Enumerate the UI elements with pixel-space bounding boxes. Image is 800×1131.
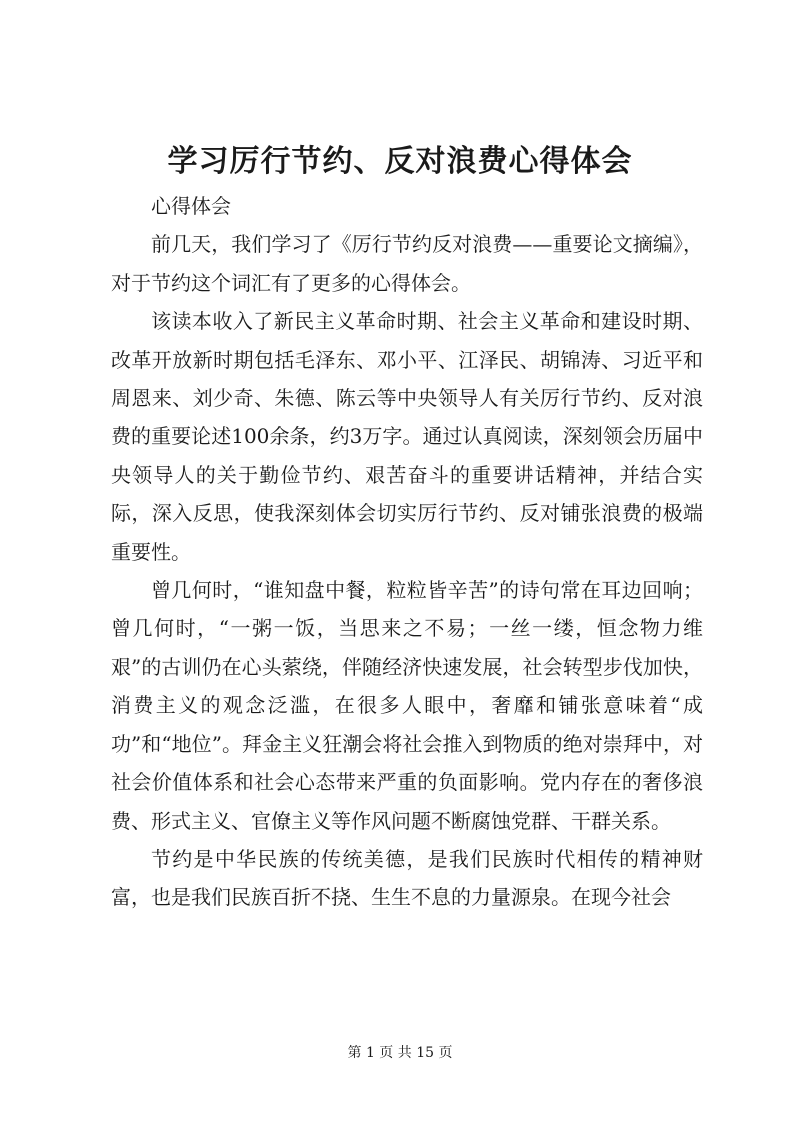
subheading: 心得体会	[151, 194, 231, 218]
document-title: 学习厉行节约、反对浪费心得体会	[167, 144, 633, 179]
page-footer: 第 1 页 共 15 页	[347, 1045, 453, 1061]
paragraph-1: 前几天，我们学习了《厉行节约反对浪费——重要论文摘编》，对于节约这个词汇有了更多的心得体会。	[111, 232, 703, 295]
paragraph-4: 节约是中华民族的传统美德，是我们民族时代相传的精神财富，也是我们民族百折不挠、生生不息的力量源泉。在现今社会	[111, 846, 703, 910]
document-body	[111, 187, 703, 917]
paragraph-3: 曾几何时，“谁知盘中餐，粒粒皆辛苦”的诗句常在耳边回响；曾几何时，“一粥一饭，当思来之不易；一丝一缕，恒念物力维艰”的古训仍在心头萦绕，伴随经济快速发展，社会转型步伐加快，消费主义的观念泛滥，在很多人眼中，奢靡和铺张意味着“成功”和“地位”。拜金主义狂潮会将社会推入到物质的绝对崇拜中，对社会价值体系和社会心态带来严重的负面影响。党内存在的奢侈浪费、形式主义、官僚主义等作风问题不断腐蚀党群、干群关系。	[111, 578, 703, 833]
paragraph-2: 该读本收入了新民主义革命时期、社会主义革命和建设时期、改革开放新时期包括毛泽东、邓小平、江泽民、胡锦涛、习近平和周恩来、刘少奇、朱德、陈云等中央领导人有关厉行节约、反对浪费的重要论述100余条，约3万字。通过认真阅读，深刻领会历届中央领导人的关于勤俭节约、艰苦奋斗的重要讲话精神，并结合实际，深入反思，使我深刻体会切实厉行节约、反对铺张浪费的极端重要性。	[111, 309, 703, 564]
